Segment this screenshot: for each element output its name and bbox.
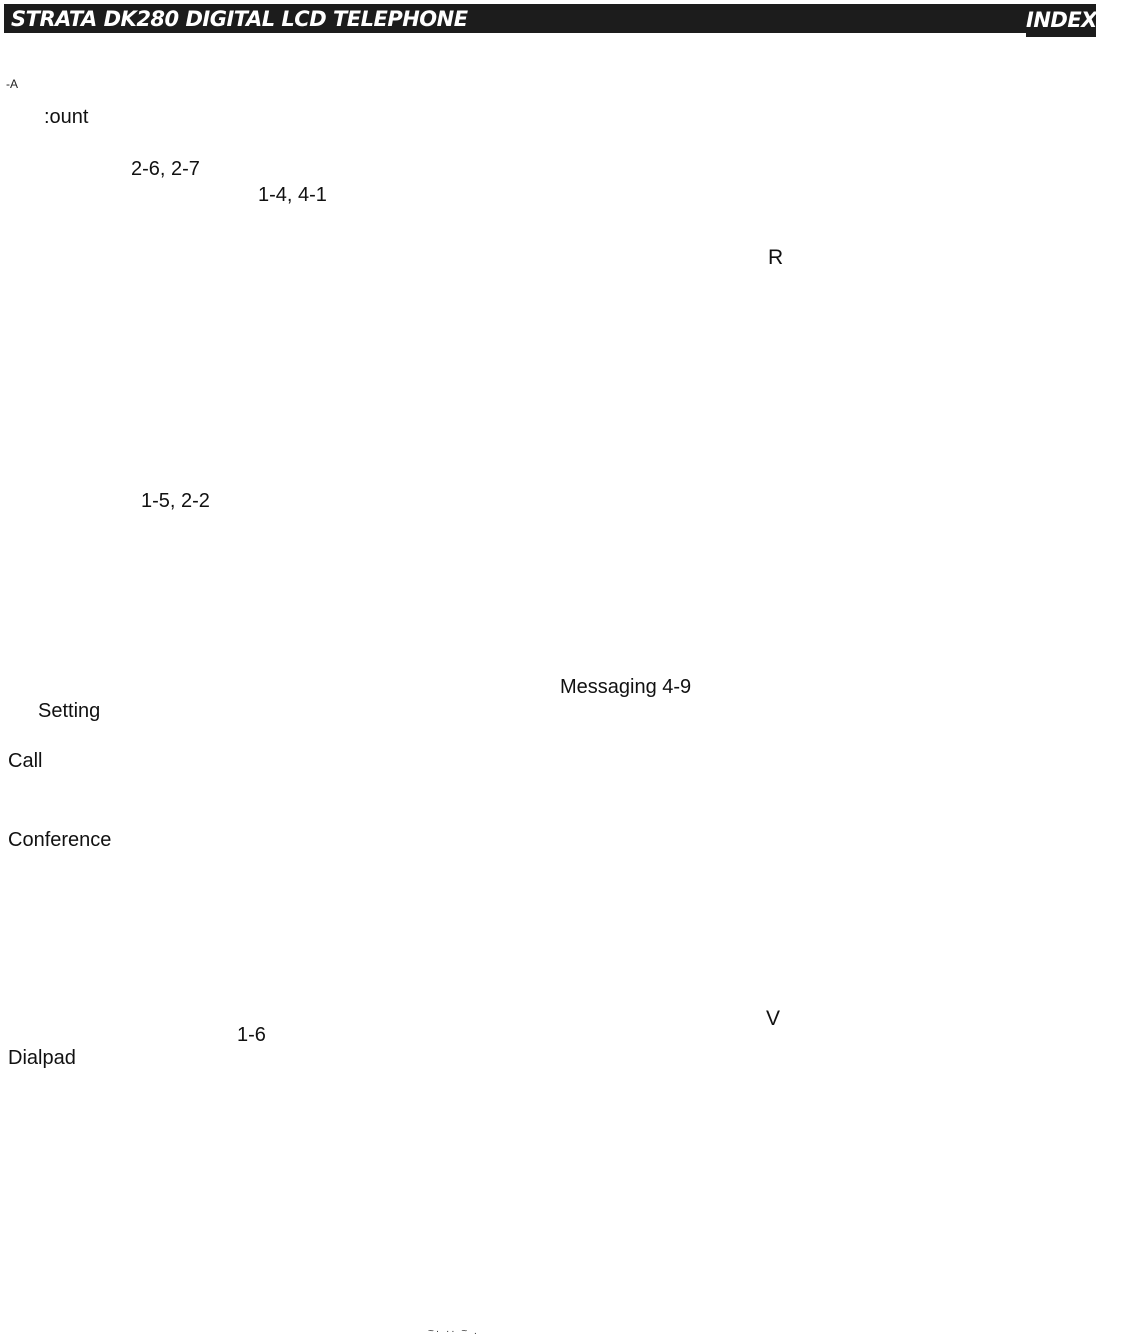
index-pages-2: 1-4, 4-1 (258, 184, 327, 206)
index-entry-call: Call (8, 750, 43, 772)
footer-marks: ~· ·· ~ . (428, 1326, 479, 1337)
index-pages-4: 1-6 (237, 1024, 266, 1046)
index-entry-dialpad: Dialpad (8, 1047, 76, 1069)
section-label-box (1026, 4, 1096, 37)
header-bar (4, 4, 1096, 33)
section-label: INDEX (1026, 8, 1097, 32)
index-entry-conference: Conference (8, 829, 112, 851)
top-mark: -A (6, 77, 18, 91)
index-entry-account: :ount (44, 106, 89, 128)
index-entry-messaging: Messaging 4-9 (560, 676, 692, 698)
index-pages-3: 1-5, 2-2 (141, 490, 210, 512)
index-pages-1: 2-6, 2-7 (131, 158, 200, 180)
index-letter-r: R (768, 246, 784, 269)
index-entry-setting: Setting (38, 700, 101, 722)
header-title: STRATA DK280 DIGITAL LCD TELEPHONE (11, 7, 468, 31)
index-letter-v: V (766, 1007, 781, 1030)
